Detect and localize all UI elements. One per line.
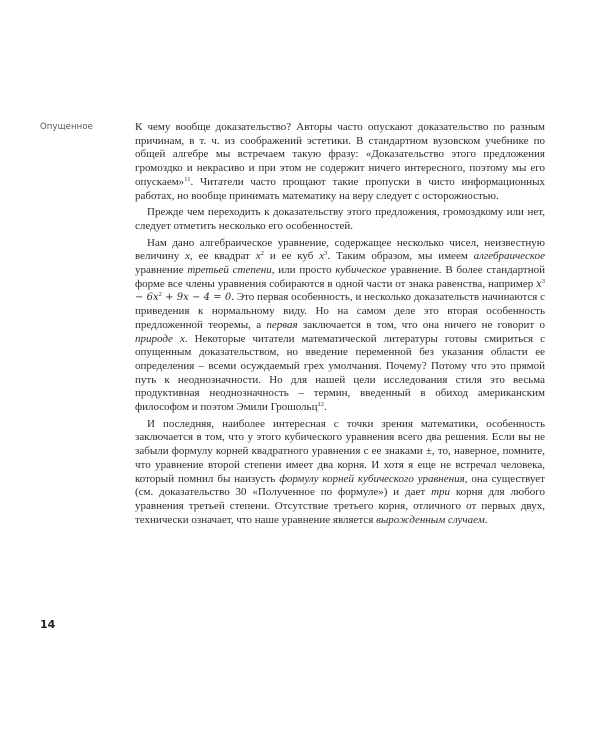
footnote-ref: 2: [158, 291, 162, 299]
text-run: , ее квадрат: [189, 250, 256, 263]
italic-term: три: [431, 486, 451, 499]
section-margin-label: Опущенное: [40, 122, 93, 132]
math-expression: + 9x − 4 = 0: [161, 292, 232, 304]
italic-term: кубическое: [335, 264, 387, 277]
text-run: , или просто: [271, 264, 336, 277]
italic-term: природе x: [135, 332, 185, 345]
text-run: И последняя, наиболее интересная с точки зрения математики, особенность заключается в том, что у этого кубического уравнения всего два решения. Если вы не забыли формулу корней квадратного уравнения с ее знаками ±, то, наверное, помните, что уравнение второй степени имеет два корня. И хотя я еще не встречал человека, который помнил бы наизусть: [135, 417, 545, 485]
math-expression: − 6x: [135, 292, 159, 304]
text-run: уравнение. В более стандартной форме все члены уравнения собираются в одной части от знака равенства, например: [135, 264, 546, 290]
footnote-ref: 11: [184, 175, 191, 183]
text-run: . Читатели часто прощают такие пропуски в чисто информационных работах, но вообще принимать математику на веру следует с осторожностью.: [135, 175, 545, 202]
paragraph: [135, 121, 545, 203]
paragraph: [135, 418, 545, 528]
footnote-ref: 2: [260, 250, 264, 258]
italic-term: x: [255, 250, 261, 263]
italic-term: алгебраическое: [473, 250, 545, 263]
italic-term: первая: [266, 318, 298, 331]
text-run: заключается в том, что она ничего не говорит о: [297, 318, 545, 331]
text-run: Нам дано алгебраическое уравнение, содержащее несколько чисел, неизвестную величину: [135, 236, 545, 263]
body-text: [135, 121, 545, 527]
italic-term: x: [185, 250, 190, 263]
text-run: корня для любого уравнения третьей степени. Отсутствие третьего корня, отличного от первых двух, технически означает, что наше уравнение является: [135, 486, 545, 526]
text-run: и ее куб: [263, 250, 320, 263]
text-run: Прежде чем переходить к доказательству этого предложения, громоздкому или нет, следует отметить несколько его особенностей.: [135, 206, 545, 232]
text-run: . Это первая особенность, и несколько доказательств начинаются с приведения к нормальному виду. Но на самом деле это вторая особенность предложенной теоремы, а: [135, 291, 546, 331]
footnote-ref: 12: [317, 401, 324, 409]
text-run: К чему вообще доказательство? Авторы часто опускают доказательство по разным причинам, в т. ч. из соображений эстетики. В стандартном вузовском учебнике по общей алгебре мы встречаем такую фразу: «Доказательство этого предложения громоздко и некрасиво и при этом не содержит ничего интересного, поэтому мы его опускаем»: [135, 121, 545, 188]
math-expression: x: [536, 278, 542, 290]
paragraph: [135, 237, 545, 415]
italic-term: вырожденным случаем: [376, 513, 485, 526]
footnote-ref: 3: [324, 250, 328, 258]
page-number: 14: [40, 618, 56, 631]
text-run: . Таким образом, мы имеем: [327, 250, 474, 263]
italic-term: третьей степени: [187, 264, 272, 277]
footnote-ref: 3: [541, 277, 545, 285]
text-run: , она существует (см. доказательство 30 «Полученное по формуле») и дает: [135, 472, 545, 499]
text-run: уравнение: [135, 264, 188, 277]
italic-term: формулу корней кубического уравнения: [279, 472, 465, 485]
text-run: .: [323, 401, 327, 414]
text-run: .: [484, 513, 488, 526]
paragraph: [135, 206, 545, 233]
italic-term: x: [319, 250, 325, 263]
text-run: . Некоторые читатели математической литературы готовы смириться с опущенным доказательством, но введение переменной без указания области ее определения – всеми осуждаемый грех умолчания. Почему? Потому что это прямой путь к неоднозначности. Но для нашей цели исследования стиля это весьма продуктивная неоднозначность – термин, введенный в обиход американским философом и поэтом Эмили Грошольц: [135, 332, 545, 414]
